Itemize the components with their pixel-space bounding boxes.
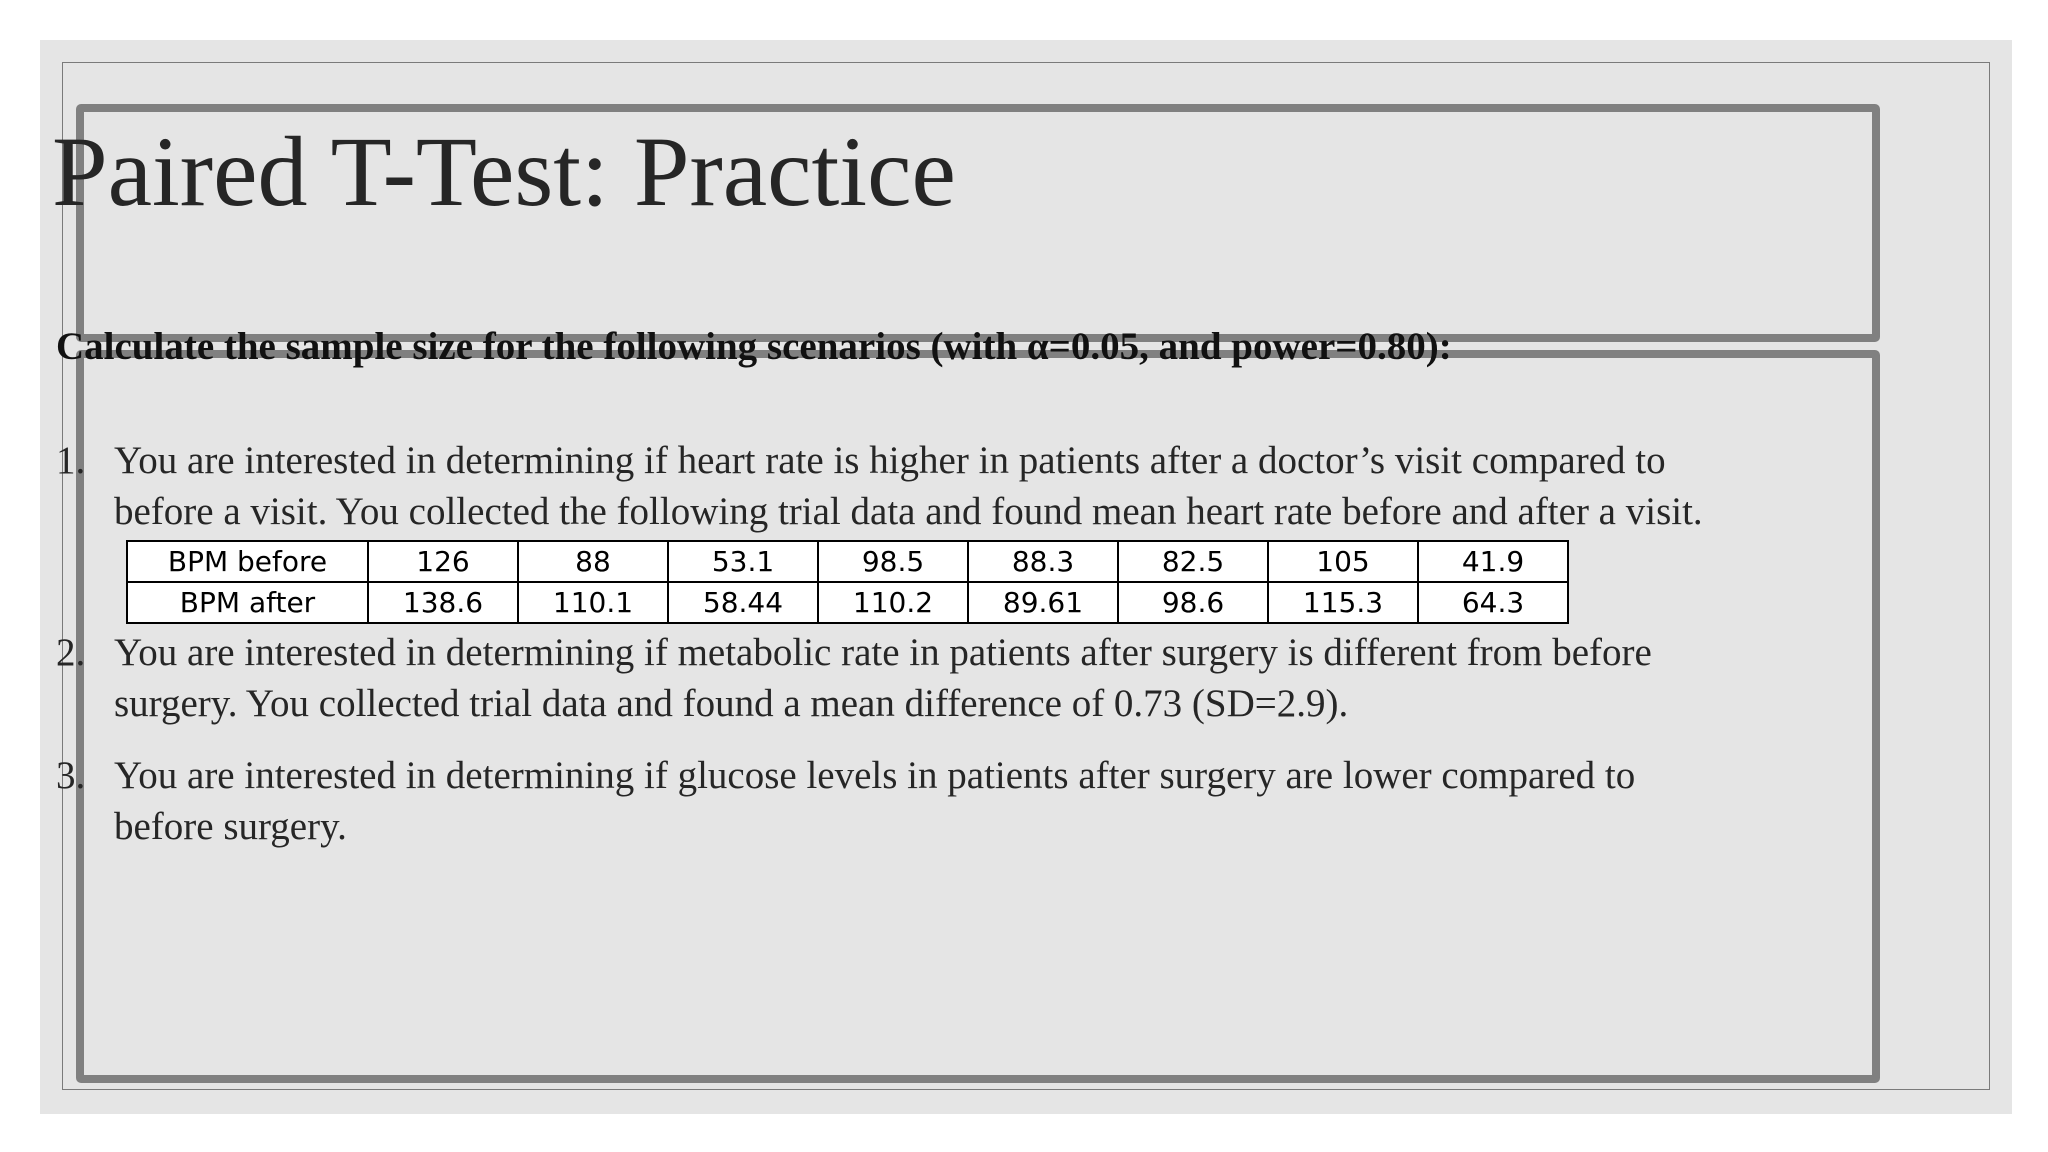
list-number-1: 1.: [56, 439, 86, 482]
table-cell: 88: [518, 541, 668, 582]
table-cell: 138.6: [368, 582, 518, 623]
list-item-1-line-2: before a visit. You collected the following trial data and found mean heart rate before and after a visit.: [114, 490, 1703, 533]
table-cell: 64.3: [1418, 582, 1568, 623]
list-number-2: 2.: [56, 631, 86, 674]
list-number-3: 3.: [56, 754, 86, 797]
list-item-3-line-1: You are interested in determining if glucose levels in patients after surgery are lower compared to: [114, 754, 1636, 797]
table-cell: 126: [368, 541, 518, 582]
table-cell: 110.2: [818, 582, 968, 623]
prompt-text: Calculate the sample size for the following scenarios (with α=0.05, and power=0.80):: [56, 325, 1452, 368]
table-row-bpm-after: [127, 582, 1568, 623]
table-cell: 58.44: [668, 582, 818, 623]
table-cell: 115.3: [1268, 582, 1418, 623]
list-item-1-line-1: You are interested in determining if heart rate is higher in patients after a doctor’s visit compared to: [114, 439, 1666, 482]
list-item-2-line-1: You are interested in determining if metabolic rate in patients after surgery is different from before: [114, 631, 1652, 674]
list-item-3-line-2: before surgery.: [114, 805, 347, 848]
list-item-2: [56, 627, 1876, 729]
table-cell: 98.6: [1118, 582, 1268, 623]
table-cell: 89.61: [968, 582, 1118, 623]
table-cell: 41.9: [1418, 541, 1568, 582]
list-item-3: [56, 750, 1876, 852]
row-label: BPM after: [127, 582, 368, 623]
table-cell: 98.5: [818, 541, 968, 582]
list-item-2-line-2: surgery. You collected trial data and found a mean difference of 0.73 (SD=2.9).: [114, 682, 1349, 725]
bpm-table: [126, 540, 1569, 624]
table-row-bpm-before: [127, 541, 1568, 582]
table-cell: 82.5: [1118, 541, 1268, 582]
list-item-1: [56, 435, 1876, 537]
table-cell: 110.1: [518, 582, 668, 623]
slide-title: Paired T-Test: Practice: [52, 116, 956, 227]
row-label: BPM before: [127, 541, 368, 582]
table-cell: 53.1: [668, 541, 818, 582]
table-cell: 105: [1268, 541, 1418, 582]
table-cell: 88.3: [968, 541, 1118, 582]
